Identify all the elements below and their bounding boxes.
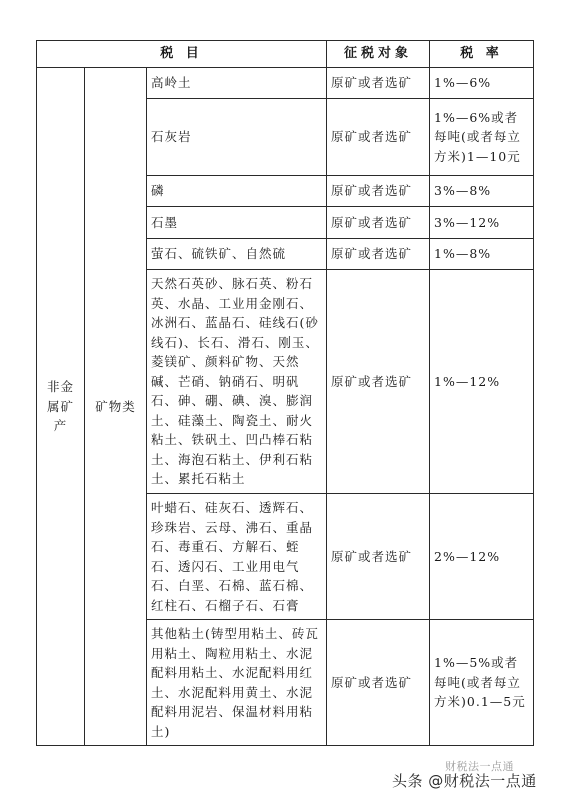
subcategory-cell: 矿物类 <box>85 68 147 746</box>
header-item: 税 目 <box>37 41 327 68</box>
header-object: 征税对象 <box>327 41 430 68</box>
table-row <box>37 68 534 99</box>
object-cell: 原矿或者选矿 <box>327 99 430 176</box>
object-cell: 原矿或者选矿 <box>327 207 430 239</box>
rate-cell: 1%—8% <box>430 239 534 270</box>
rate-cell: 2%—12% <box>430 494 534 620</box>
rate-cell: 1%—6% <box>430 68 534 99</box>
rate-cell: 3%—8% <box>430 176 534 207</box>
rate-cell: 1%—12% <box>430 270 534 494</box>
watermark-faint: 财税法一点通 <box>445 760 514 773</box>
item-cell: 其他粘土(铸型用粘土、砖瓦用粘土、陶粒用粘土、水泥配料用粘土、水泥配料用红土、水泥配料用黄土、水泥配料用泥岩、保温材料用粘土) <box>147 620 327 746</box>
object-cell: 原矿或者选矿 <box>327 68 430 99</box>
object-cell: 原矿或者选矿 <box>327 270 430 494</box>
item-cell: 磷 <box>147 176 327 207</box>
item-cell: 石灰岩 <box>147 99 327 176</box>
header-rate: 税 率 <box>430 41 534 68</box>
item-cell: 萤石、硫铁矿、自然硫 <box>147 239 327 270</box>
rate-cell: 1%—5%或者每吨(或者每立方米)0.1—5元 <box>430 620 534 746</box>
item-cell: 叶蜡石、硅灰石、透辉石、珍珠岩、云母、沸石、重晶石、毒重石、方解石、蛭石、透闪石、工业用电气石、白垩、石棉、蓝石棉、红柱石、石榴子石、石膏 <box>147 494 327 620</box>
object-cell: 原矿或者选矿 <box>327 239 430 270</box>
watermark-text: 头条 @财税法一点通 <box>392 772 537 790</box>
object-cell: 原矿或者选矿 <box>327 494 430 620</box>
item-cell: 天然石英砂、脉石英、粉石英、水晶、工业用金刚石、冰洲石、蓝晶石、硅线石(砂线石)、长石、滑石、刚玉、菱镁矿、颜料矿物、天然碱、芒硝、钠硝石、明矾石、砷、硼、碘、溴、膨润土、硅藻土、陶瓷土、耐火粘土、铁矾土、凹凸棒石粘土、海泡石粘土、伊利石粘土、累托石粘土 <box>147 270 327 494</box>
item-cell: 石墨 <box>147 207 327 239</box>
object-cell: 原矿或者选矿 <box>327 176 430 207</box>
rate-cell: 3%—12% <box>430 207 534 239</box>
rate-cell: 1%—6%或者每吨(或者每立方米)1—10元 <box>430 99 534 176</box>
category-cell: 非金属矿产 <box>37 68 85 746</box>
tax-table <box>36 40 534 746</box>
header-row <box>37 41 534 68</box>
item-cell: 高岭土 <box>147 68 327 99</box>
watermark <box>392 760 537 791</box>
object-cell: 原矿或者选矿 <box>327 620 430 746</box>
